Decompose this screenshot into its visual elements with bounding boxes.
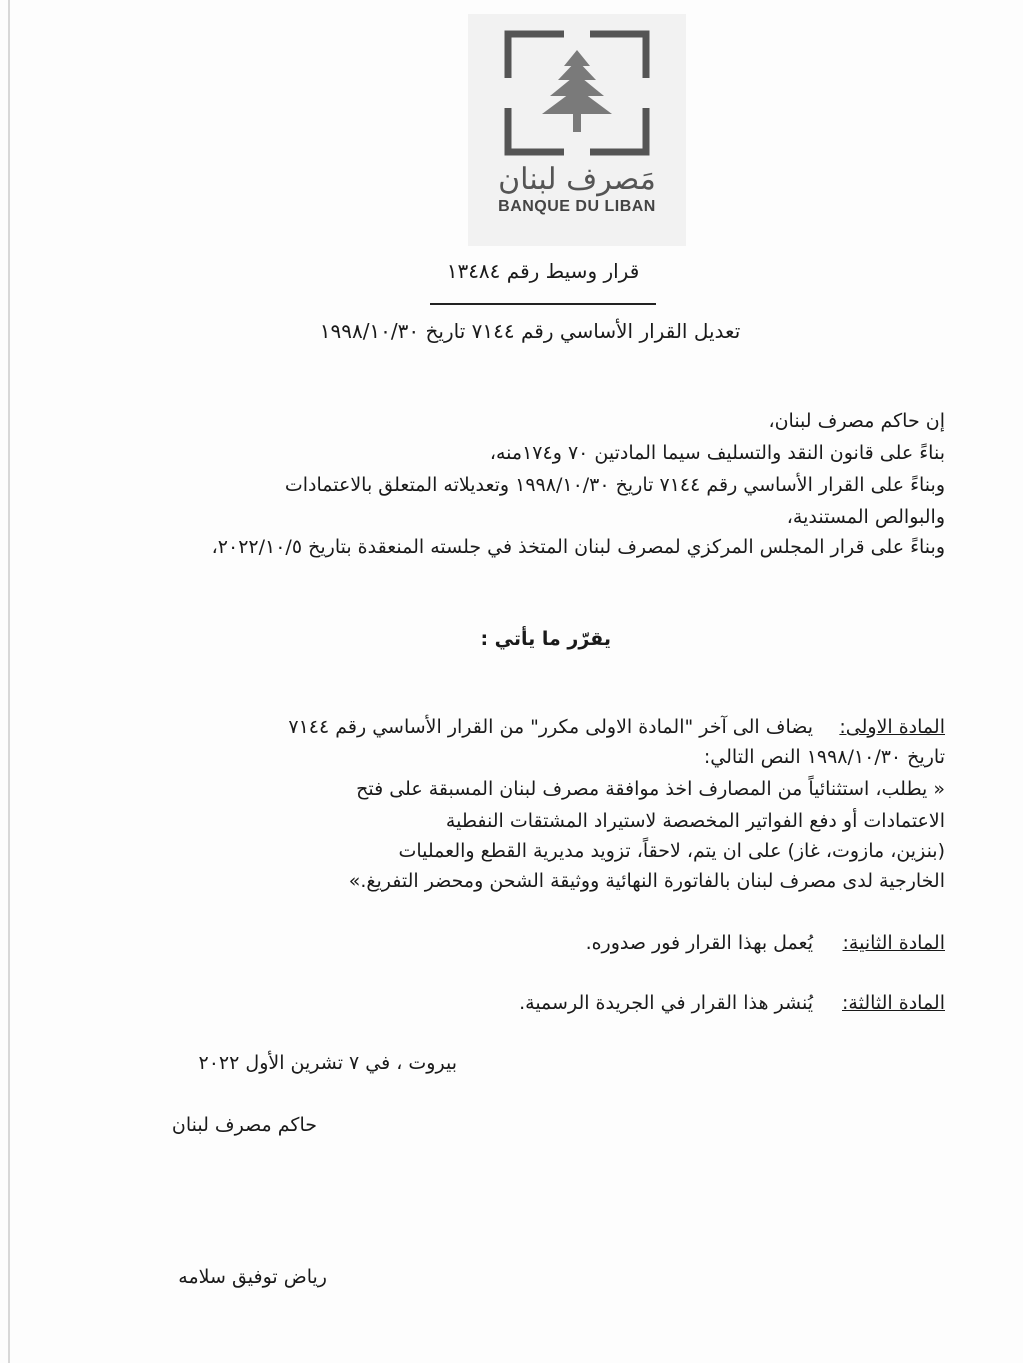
cedar-emblem-icon bbox=[502, 28, 652, 158]
page-edge bbox=[8, 0, 10, 1363]
article-1-quote-4: الخارجية لدى مصرف لبنان بالفاتورة النهائية ووثيقة الشحن ومحضر التفريغ.» bbox=[348, 870, 945, 892]
article-1-quote-1: « يطلب، استثنائياً من المصارف اخذ موافقة مصرف لبنان المسبقة على فتح bbox=[356, 778, 945, 800]
title-divider bbox=[430, 303, 656, 305]
article-1-quote-3: (بنزين، مازوت، غاز) على ان يتم، لاحقاً، تزويد مديرية القطع والعمليات bbox=[398, 840, 945, 862]
article-1-quote-2: الاعتمادات أو دفع الفواتير المخصصة لاستيراد المشتقات النفطية bbox=[445, 810, 945, 832]
decision-subject: تعديل القرار الأساسي رقم ٧١٤٤ تاريخ ١٩٩٨/١٠/٣٠ bbox=[319, 319, 741, 343]
signatory-name: رياض توفيق سلامه bbox=[178, 1266, 327, 1288]
decision-title: قرار وسيط رقم ١٣٤٨٤ bbox=[446, 259, 640, 283]
bank-logo bbox=[468, 14, 686, 246]
decides-heading: يقرّر ما يأتي : bbox=[480, 628, 611, 650]
article-1-label: المادة الاولى: bbox=[839, 716, 945, 738]
preamble-line-1: إن حاكم مصرف لبنان، bbox=[768, 410, 945, 432]
preamble-line-3b: والبوالص المستندية، bbox=[786, 506, 945, 528]
article-3-text: يُنشر هذا القرار في الجريدة الرسمية. bbox=[519, 992, 813, 1014]
article-1-line-2: تاريخ ١٩٩٨/١٠/٣٠ النص التالي: bbox=[703, 746, 945, 768]
article-2-text: يُعمل بهذا القرار فور صدوره. bbox=[585, 932, 813, 954]
article-3-label: المادة الثالثة: bbox=[842, 992, 945, 1014]
bank-name-arabic: مَصرف لبنان bbox=[498, 162, 656, 197]
preamble-line-2: بناءً على قانون النقد والتسليف سيما المادتين ٧٠ و١٧٤منه، bbox=[489, 442, 945, 464]
preamble-line-3a: وبناءً على القرار الأساسي رقم ٧١٤٤ تاريخ ١٩٩٨/١٠/٣٠ وتعديلاته المتعلق بالاعتمادات bbox=[284, 474, 945, 496]
article-2-label: المادة الثانية: bbox=[842, 932, 945, 954]
signatory-title: حاكم مصرف لبنان bbox=[171, 1114, 317, 1136]
place-date: بيروت ، في ٧ تشرين الأول ٢٠٢٢ bbox=[198, 1052, 457, 1074]
article-1-line-1: يضاف الى آخر "المادة الاولى مكرر" من القرار الأساسي رقم ٧١٤٤ bbox=[288, 716, 813, 738]
preamble-line-4: وبناءً على قرار المجلس المركزي لمصرف لبنان المتخذ في جلسته المنعقدة بتاريخ ٢٠٢٢/١٠/٥، bbox=[211, 536, 945, 558]
bank-name-english: BANQUE DU LIBAN bbox=[498, 198, 656, 215]
